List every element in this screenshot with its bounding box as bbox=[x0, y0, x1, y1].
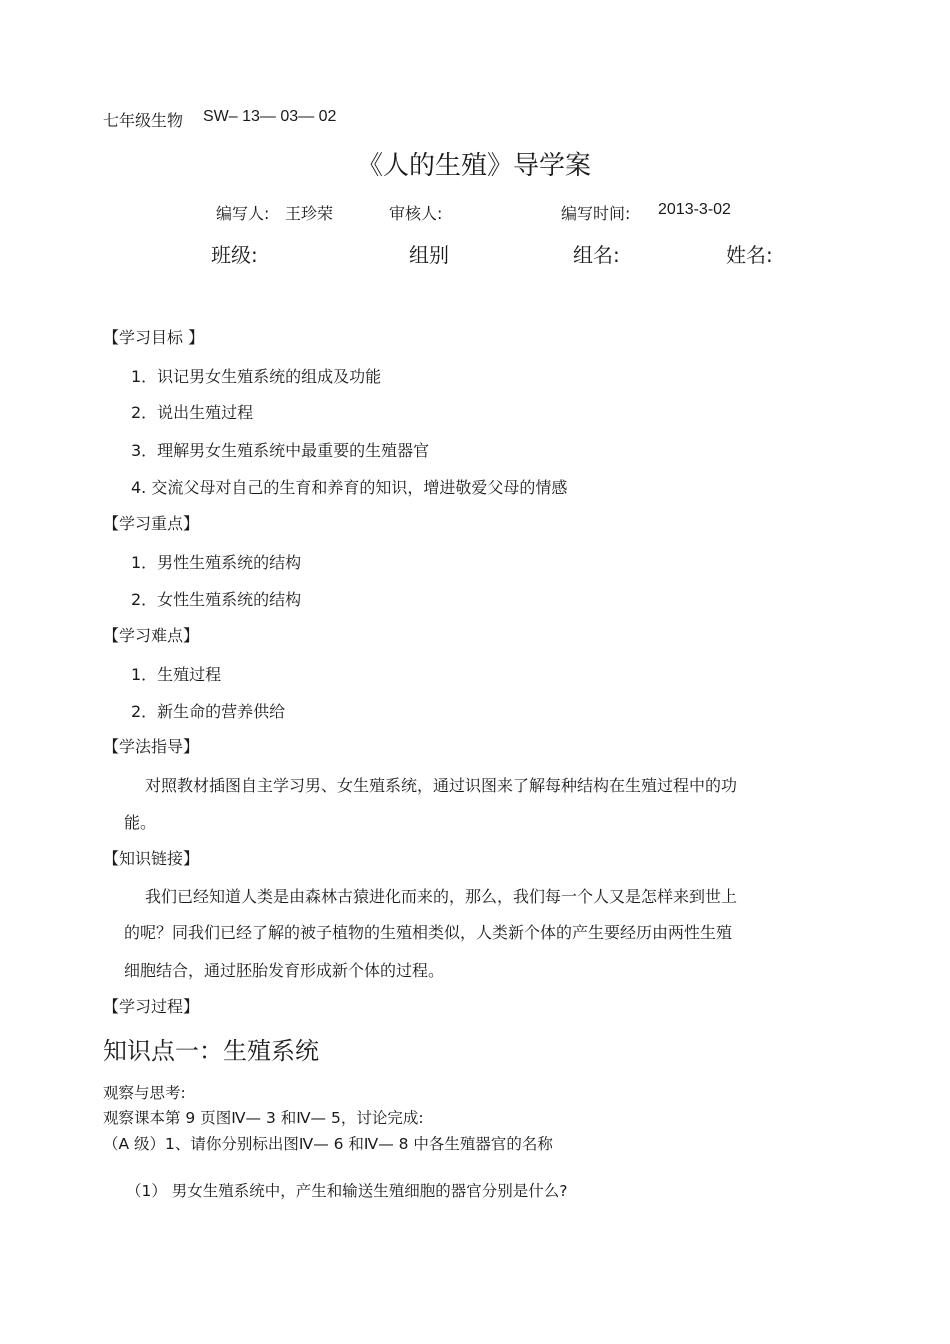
knowledge-link-line: 细胞结合，通过胚胎发育形成新个体的过程。 bbox=[124, 961, 445, 980]
method-heading: 【学法指导】 bbox=[103, 737, 200, 756]
key-point-item: 1．男性生殖系统的结构 bbox=[131, 553, 302, 572]
question-1: （1） 男女生殖系统中，产生和输送生殖细胞的器官分别是什么? bbox=[126, 1182, 568, 1200]
class-label: 班级: bbox=[211, 243, 258, 267]
goal-item: 3．理解男女生殖系统中最重要的生殖器官 bbox=[131, 441, 430, 460]
header-course: 七年级生物 bbox=[103, 111, 184, 130]
knowledge-link-line: 我们已经知道人类是由森林古猿进化而来的，那么，我们每一个人又是怎样来到世上 bbox=[145, 887, 738, 906]
goals-heading: 【学习目标 】 bbox=[103, 328, 205, 347]
difficulty-item: 2．新生命的营养供给 bbox=[131, 702, 286, 721]
task-a: （A 级）1、请你分别标出图Ⅳ— 6 和Ⅳ— 8 中各生殖器官的名称 bbox=[103, 1135, 553, 1153]
time-label: 编写时间: bbox=[561, 204, 631, 223]
author-value: 王珍荣 bbox=[285, 204, 334, 223]
key-point-item: 2．女性生殖系统的结构 bbox=[131, 590, 302, 609]
knowledge-point-title: 知识点一：生殖系统 bbox=[103, 1037, 319, 1065]
method-line: 对照教材插图自主学习男、女生殖系统，通过识图来了解每种结构在生殖过程中的功 bbox=[145, 776, 738, 795]
goal-item: 2．说出生殖过程 bbox=[131, 403, 254, 422]
reviewer-label: 审核人: bbox=[389, 204, 443, 223]
page-title: 《人的生殖》导学案 bbox=[357, 151, 592, 181]
method-line: 能。 bbox=[124, 813, 157, 832]
process-heading: 【学习过程】 bbox=[103, 997, 200, 1016]
time-value: 2013-3-02 bbox=[658, 201, 731, 218]
group-name-label: 组名: bbox=[573, 243, 620, 267]
key-points-heading: 【学习重点】 bbox=[103, 514, 200, 533]
observe-label: 观察与思考: bbox=[103, 1084, 186, 1102]
goal-item: 4. 交流父母对自己的生育和养育的知识，增进敬爱父母的情感 bbox=[131, 478, 568, 497]
goal-item: 1．识记男女生殖系统的组成及功能 bbox=[131, 367, 382, 386]
knowledge-link-heading: 【知识链接】 bbox=[103, 849, 200, 868]
name-label: 姓名: bbox=[726, 243, 773, 267]
difficulty-item: 1．生殖过程 bbox=[131, 665, 222, 684]
author-label: 编写人: bbox=[216, 204, 270, 223]
knowledge-link-line: 的呢？同我们已经了解的被子植物的生殖相类似，人类新个体的产生要经历由两性生殖 bbox=[124, 923, 733, 942]
header-code: SW– 13— 03— 02 bbox=[203, 108, 337, 125]
group-label: 组别 bbox=[409, 243, 449, 267]
difficulties-heading: 【学习难点】 bbox=[103, 626, 200, 645]
observe-text: 观察课本第 9 页图Ⅳ— 3 和Ⅳ— 5，讨论完成: bbox=[103, 1109, 424, 1127]
